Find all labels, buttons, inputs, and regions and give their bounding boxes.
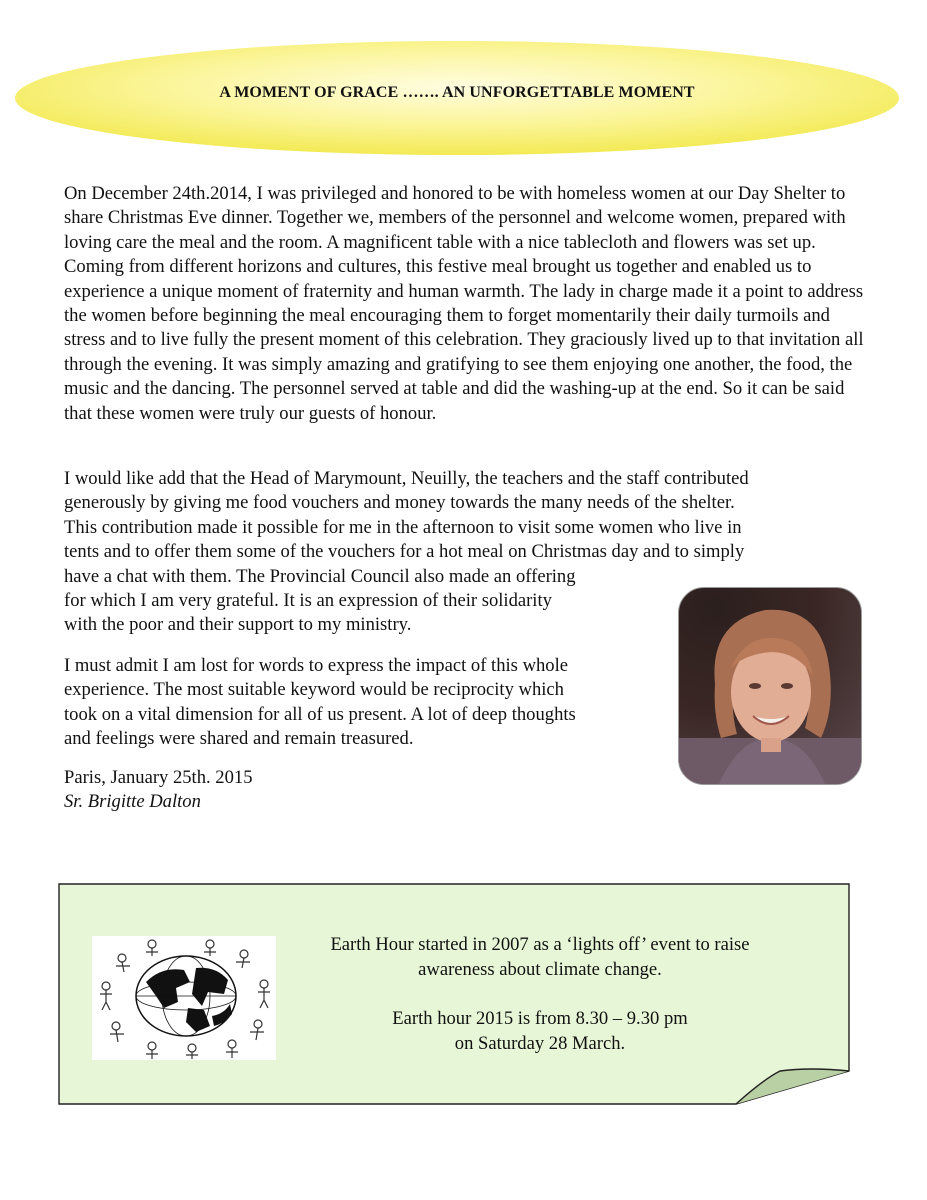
earth-hour-intro-line: awareness about climate change. (418, 958, 662, 980)
paragraph-3-line: experience. The most suitable keyword would be reciprocity which (64, 679, 564, 701)
earth-hour-logo (92, 936, 276, 1060)
earth-hour-intro (300, 933, 780, 982)
article-paragraph-3 (64, 654, 664, 752)
paragraph-2-line: for which I am very grateful. It is an expression of their solidarity (64, 590, 552, 612)
place-date: Paris, January 25th. 2015 (64, 767, 253, 788)
paragraph-3-line: took on a vital dimension for all of us present. A lot of deep thoughts (64, 703, 576, 725)
paragraph-3-line: I must admit I am lost for words to express the impact of this whole (64, 655, 569, 676)
author-portrait-photo (678, 587, 862, 785)
paragraph-2-line: This contribution made it possible for me in the afternoon to visit some women who live in (64, 516, 742, 538)
earth-hour-date-line: on Saturday 28 March. (454, 1032, 626, 1054)
globe-with-people-icon (92, 936, 276, 1060)
paragraph-3-line: and feelings were shared and remain treasured. (64, 728, 414, 750)
paragraph-1-text: On December 24th.2014, I was privileged and honored to be with homeless women at our Day Shelter to share Christmas Eve dinner. Together we, members of the personnel and welcome women, prepared with loving care the meal and the room. A magnificent table with a nice tablecloth and flowers was set up. Coming from different horizons and cultures, this festive meal brought us together and enabled us to experience a unique moment of fraternity and human warmth. The lady in charge made it a point to address the women before beginning the meal encouraging them to forget momentarily their daily turmoils and stress and to live fully the present moment of this celebration. They graciously lived up to that invitation all through the evening. It was simply amazing and gratifying to see them enjoying one another, the food, the music and the dancing. The personnel served at table and did the washing-up at the end. So it can be said that these women were truly our guests of honour. (64, 183, 864, 424)
paragraph-2-line: I would like add that the Head of Marymount, Neuilly, the teachers and the staff contributed (64, 468, 749, 489)
paragraph-2-line: with the poor and their support to my ministry. (64, 614, 412, 636)
page-title: A MOMENT OF GRACE ……. AN UNFORGETTABLE MOMENT (219, 84, 695, 101)
earth-hour-intro-line: Earth Hour started in 2007 as a ‘lights off’ event to raise (330, 934, 750, 955)
article-paragraph-1 (64, 182, 864, 426)
title-banner (14, 40, 900, 156)
paragraph-2-line: tents and to offer them some of the vouchers for a hot meal on Christmas day and to simply (64, 541, 745, 563)
portrait-illustration (679, 588, 861, 784)
paragraph-2-line: have a chat with them. The Provincial Council also made an offering (64, 565, 576, 587)
earth-hour-date-line: Earth hour 2015 is from 8.30 – 9.30 pm (392, 1008, 688, 1029)
paragraph-2-line: generously by giving me food vouchers and money towards the many needs of the shelter. (64, 492, 735, 514)
earth-hour-date (300, 1007, 780, 1056)
author-signature: Sr. Brigitte Dalton (64, 791, 201, 812)
